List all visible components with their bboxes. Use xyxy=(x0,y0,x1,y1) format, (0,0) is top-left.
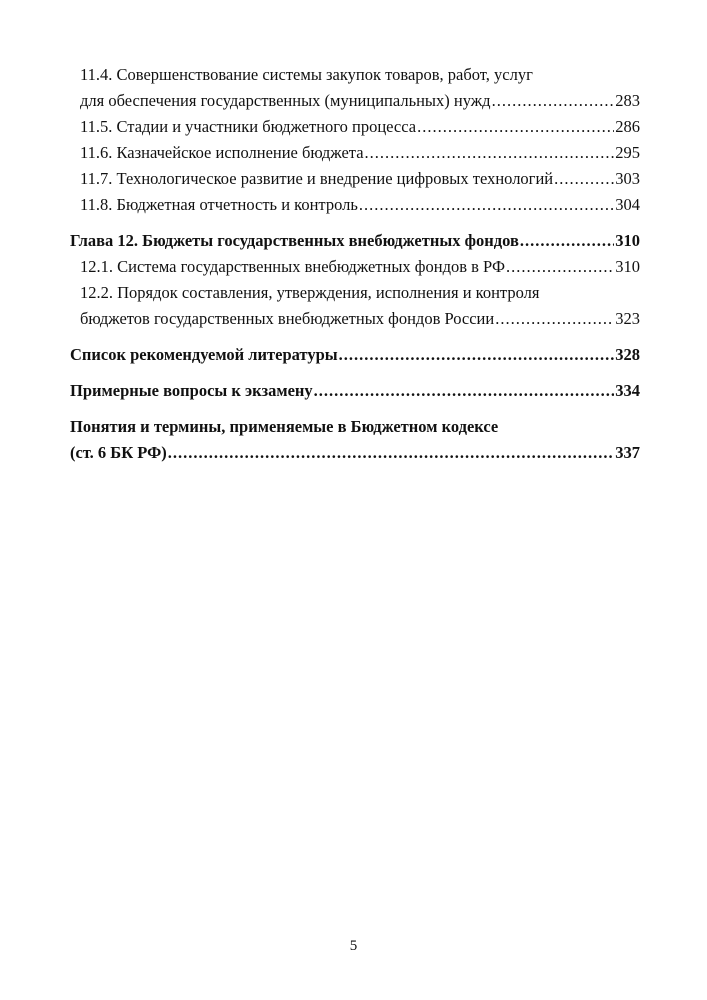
leader-dots xyxy=(492,88,615,114)
toc-entry-title: 11.7. Технологическое развитие и внедрение цифровых технологий xyxy=(80,169,554,188)
toc-entry-11-4 xyxy=(70,62,640,114)
leader-dots xyxy=(495,306,614,332)
toc-page-number: 323 xyxy=(615,309,640,328)
leader-dots xyxy=(520,228,614,254)
leader-dots xyxy=(506,254,614,280)
toc-entry-11-6 xyxy=(70,140,640,166)
toc-entry-12-1 xyxy=(70,254,640,280)
table-of-contents xyxy=(70,62,640,466)
toc-page-number: 310 xyxy=(615,257,640,276)
toc-page-number: 295 xyxy=(615,143,640,162)
toc-entry-title: Глава 12. Бюджеты государственных внебюджетных фондов xyxy=(70,231,519,250)
toc-entry-12-2 xyxy=(70,280,640,332)
toc-entry-title: 12.1. Система государственных внебюджетных фондов в РФ xyxy=(80,257,505,276)
toc-entry-title-line1: 12.2. Порядок составления, утверждения, исполнения и контроля xyxy=(80,283,540,302)
leader-dots xyxy=(554,166,614,192)
page-number: 5 xyxy=(349,938,358,954)
toc-entry-title: Список рекомендуемой литературы xyxy=(70,345,338,364)
toc-page-number: 303 xyxy=(615,169,640,188)
toc-entry-title-line1: Понятия и термины, применяемые в Бюджетном кодексе xyxy=(70,417,499,436)
leader-dots xyxy=(417,114,614,140)
toc-page-number: 337 xyxy=(615,443,640,462)
leader-dots xyxy=(339,342,615,368)
toc-entry-title: 11.6. Казначейское исполнение бюджета xyxy=(80,143,364,162)
toc-entry-title: 11.5. Стадии и участники бюджетного процесса xyxy=(80,117,417,136)
toc-page-number: 286 xyxy=(615,117,640,136)
toc-entry-title: (ст. 6 БК РФ) xyxy=(70,443,167,462)
toc-entry-title: 11.8. Бюджетная отчетность и контроль xyxy=(80,195,358,214)
toc-entry-11-8 xyxy=(70,192,640,218)
toc-page-number: 304 xyxy=(615,195,640,214)
toc-entry-chapter-12 xyxy=(70,228,640,254)
toc-entry-title: Примерные вопросы к экзамену xyxy=(70,381,313,400)
toc-entry-exam-questions xyxy=(70,378,640,404)
toc-page-number: 310 xyxy=(615,231,640,250)
leader-dots xyxy=(168,440,614,466)
toc-entry-11-7 xyxy=(70,166,640,192)
toc-entry-terms xyxy=(70,414,640,466)
leader-dots xyxy=(359,192,614,218)
toc-entry-title-line1: 11.4. Совершенствование системы закупок товаров, работ, услуг xyxy=(80,65,533,84)
leader-dots xyxy=(365,140,615,166)
toc-page-number: 283 xyxy=(615,91,640,110)
toc-page-number: 328 xyxy=(615,345,640,364)
toc-entry-title: для обеспечения государственных (муниципальных) нужд xyxy=(80,91,491,110)
toc-entry-title: бюджетов государственных внебюджетных фондов России xyxy=(80,309,495,328)
leader-dots xyxy=(314,378,615,404)
toc-page-number: 334 xyxy=(615,381,640,400)
toc-entry-11-5 xyxy=(70,114,640,140)
toc-entry-bibliography xyxy=(70,342,640,368)
